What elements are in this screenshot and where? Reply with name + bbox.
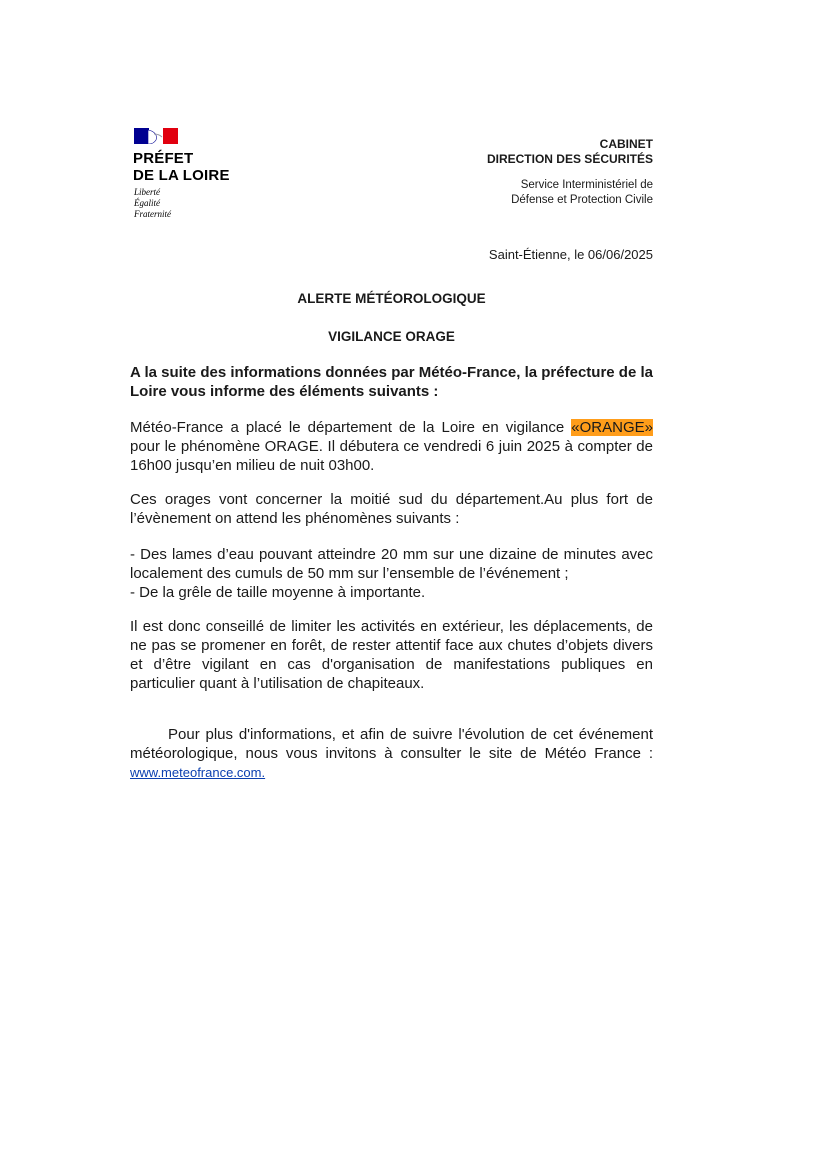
- info-paragraph: [130, 725, 653, 782]
- motto-liberte: Liberté: [134, 187, 160, 197]
- prefecture-name: [133, 150, 230, 184]
- intro-paragraph: A la suite des informations données par Météo-France, la préfecture de la Loire vous informe des éléments suivants :: [130, 364, 653, 400]
- marianne-flag-logo: [134, 128, 178, 144]
- prefecture-line1: PRÉFET: [133, 150, 194, 167]
- scope-paragraph: Ces orages vont concerner la moitié sud du département.Au plus fort de l’évènement on attend les phénomènes suivants :: [130, 491, 653, 527]
- cabinet-label: CABINET: [599, 137, 653, 151]
- service-line1: Service Interministériel de: [520, 179, 653, 191]
- vigilance-text-before: Météo-France a placé le département de la Loire en vigilance: [130, 419, 572, 436]
- prefecture-line2: DE LA LOIRE: [133, 167, 230, 184]
- vigilance-paragraph: [130, 418, 653, 475]
- meteofrance-link[interactable]: www.meteofrance.com.: [130, 765, 266, 780]
- list-item: - Des lames d’eau pouvant atteindre 20 mm sur une dizaine de minutes avec localement des cumuls de 50 mm sur l’ensemble de l’événement ;: [130, 546, 653, 582]
- motto-egalite: Égalité: [134, 198, 160, 208]
- phenomena-list: [130, 545, 653, 602]
- list-item: - De la grêle de taille moyenne à importante.: [130, 584, 426, 601]
- document-date: Saint-Étienne, le 06/06/2025: [488, 247, 653, 262]
- info-text: Pour plus d'informations, et afin de suivre l'évolution de cet événement météorologique, nous vous invitons à consulter le site de Météo France :: [130, 726, 653, 762]
- vigilance-level-highlight: «ORANGE»: [571, 419, 653, 436]
- service-block: [487, 178, 653, 208]
- sender-block: [487, 137, 653, 208]
- vigilance-text-after: pour le phénomène ORAGE. Il débutera ce vendredi 6 juin 2025 à compter de 16h00 jusqu’en milieu de nuit 03h00.: [130, 438, 653, 474]
- direction-label: DIRECTION DES SÉCURITÉS: [486, 152, 653, 166]
- motto-fraternite: Fraternité: [134, 209, 171, 219]
- document-title: ALERTE MÉTÉOROLOGIQUE: [297, 291, 486, 306]
- service-line2: Défense et Protection Civile: [511, 194, 653, 206]
- document-subtitle: VIGILANCE ORAGE: [328, 329, 455, 344]
- advice-paragraph: Il est donc conseillé de limiter les activités en extérieur, les déplacements, de ne pas se promener en forêt, de rester attentif face aux chutes d’objets divers et d’être vigilant en cas d'organisation de manifestations publiques en particulier quant à l’utilisation de chapiteaux.: [130, 618, 653, 692]
- republic-motto: [134, 187, 171, 220]
